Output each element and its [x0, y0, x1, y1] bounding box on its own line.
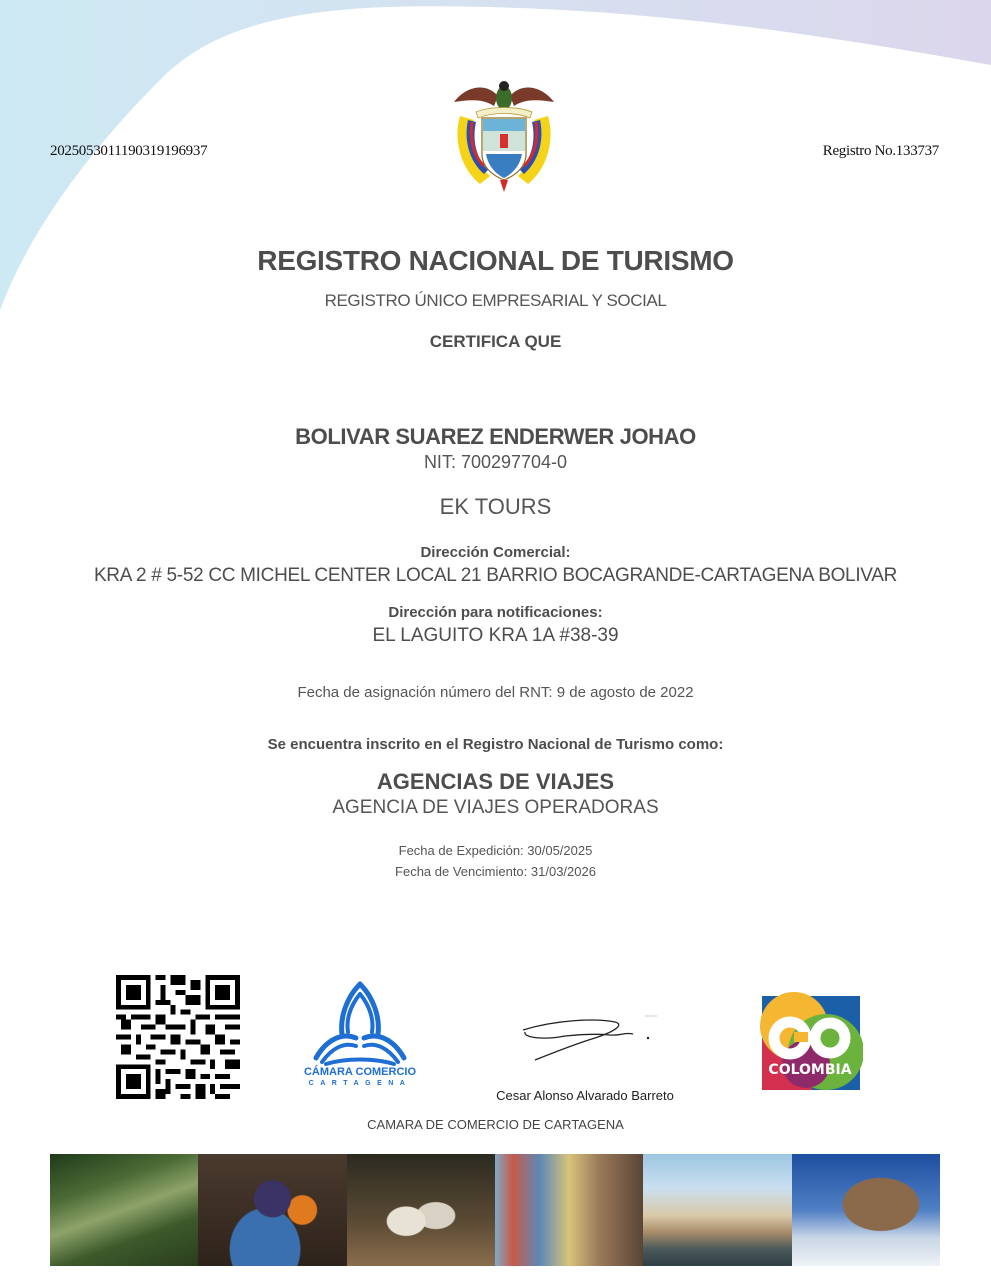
qr-code-icon[interactable]	[116, 975, 240, 1099]
camara-logo-city: CARTAGENA	[308, 1080, 412, 1087]
page-title: REGISTRO NACIONAL DE TURISMO	[257, 245, 734, 276]
photo-colonial-street	[495, 1154, 643, 1266]
registration-subcategory: AGENCIA DE VIAJES OPERADORAS	[332, 797, 659, 818]
signer-name: Cesar Alonso Alvarado Barreto	[496, 1088, 674, 1103]
photo-musicians	[347, 1154, 495, 1266]
notification-address-value: EL LAGUITO KRA 1A #38-39	[372, 625, 619, 646]
rnt-assignment-date: Fecha de asignación número del RNT: 9 de agosto de 2022	[297, 684, 694, 701]
page-subtitle: REGISTRO ÚNICO EMPRESARIAL Y SOCIAL	[324, 291, 667, 310]
commercial-address-value: KRA 2 # 5-52 CC MICHEL CENTER LOCAL 21 BARRIO BOCAGRANDE-CARTAGENA BOLIVAR	[93, 565, 898, 586]
camara-comercio-logo	[296, 978, 424, 1093]
camara-logo-title: CÁMARA COMERCIO	[303, 1066, 417, 1078]
tourism-photo-strip	[50, 1154, 940, 1266]
trade-name: EK TOURS	[439, 494, 552, 519]
issue-date: Fecha de Expedición: 30/05/2025	[398, 843, 593, 858]
holder-name: BOLIVAR SUAREZ ENDERWER JOHAO	[295, 424, 696, 449]
background-wave	[0, 0, 991, 420]
document-number: 2025053011190319196937	[50, 143, 208, 159]
commercial-address-label: Dirección Comercial:	[420, 544, 571, 561]
colombia-co-icon	[758, 992, 863, 1094]
holder-nit: NIT: 700297704-0	[423, 452, 568, 472]
colombia-brand-logo	[758, 992, 863, 1094]
colombia-coat-of-arms-icon	[450, 76, 558, 192]
certifies-heading: CERTIFICA QUE	[429, 332, 562, 351]
photo-king-vulture	[198, 1154, 346, 1266]
inscribed-as-label: Se encuentra inscrito en el Registro Nacional de Turismo como:	[267, 736, 724, 753]
photo-rock-formation	[792, 1154, 940, 1266]
issuer-name: CAMARA DE COMERCIO DE CARTAGENA	[367, 1117, 624, 1132]
registration-category: AGENCIAS DE VIAJES	[376, 769, 615, 794]
photo-colonial-waterfront	[643, 1154, 791, 1266]
colombia-logo-word: COLOMBIA	[768, 1062, 852, 1078]
photo-jungle-path	[50, 1154, 198, 1266]
notification-address-label: Dirección para notificaciones:	[388, 604, 603, 621]
expiry-date: Fecha de Vencimiento: 31/03/2026	[395, 864, 596, 879]
camara-comercio-emblem-icon	[296, 978, 424, 1066]
registro-number: Registro No.133737	[822, 143, 939, 159]
signature-icon	[515, 1010, 665, 1065]
